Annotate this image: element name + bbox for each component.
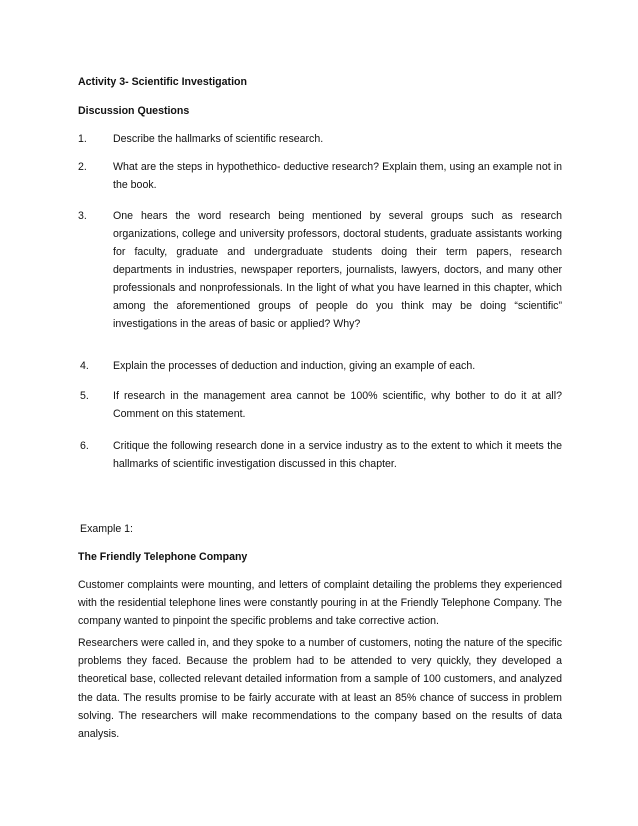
- example-paragraph: Researchers were called in, and they spoke to a number of customers, noting the nature of the specific problems they faced. Because the problem had to be attended to very quickly, they developed a theoretical base, collected relevant detailed information from a sample of 100 customers, and analyzed the data. The results promise to be fairly accurate with at least an 85% chance of success in problem solving. The researchers will make recommendations to the company based on the results of data analysis.: [78, 637, 562, 741]
- question-number: 4.: [80, 360, 89, 372]
- question-text: Critique the following research done in a service industry as to the extent to which it meets the hallmarks of scientific investigation discussed in this chapter.: [113, 440, 562, 470]
- question-text: Explain the processes of deduction and induction, giving an example of each.: [113, 360, 476, 372]
- question-number: 1.: [78, 133, 87, 145]
- question-text: If research in the management area cannot be 100% scientific, why bother to do it at all? Comment on this statement.: [113, 390, 562, 420]
- question-number: 3.: [78, 210, 87, 222]
- section-title: Discussion Questions: [78, 105, 190, 117]
- question-text: One hears the word research being mentioned by several groups such as research organizations, college and university professors, doctoral students, graduate assistants working for faculty, graduate and undergraduate students doing their term papers, research departments in industries, newspaper reporters, journalists, lawyers, doctors, and many other professionals and nonprofessionals. In the light of what you have learned in this chapter, which among the aforementioned groups of people do you think may be doing “scientific” investigations in the areas of basic or applied? Why?: [113, 210, 562, 330]
- question-number: 2.: [78, 161, 87, 173]
- example-paragraph: Customer complaints were mounting, and letters of complaint detailing the problems they experienced with the residential telephone lines were constantly pouring in at the Friendly Telephone Company. The company wanted to pinpoint the specific problems and take corrective action.: [78, 579, 562, 628]
- question-text: Describe the hallmarks of scientific research.: [113, 133, 324, 145]
- question-number: 6.: [80, 440, 89, 452]
- question-text: What are the steps in hypothethico- deductive research? Explain them, using an example not in the book.: [113, 161, 562, 191]
- example-label: Example 1:: [80, 523, 133, 535]
- question-number: 5.: [80, 390, 89, 402]
- activity-title: Activity 3- Scientific Investigation: [78, 76, 247, 88]
- example-title: The Friendly Telephone Company: [78, 551, 248, 563]
